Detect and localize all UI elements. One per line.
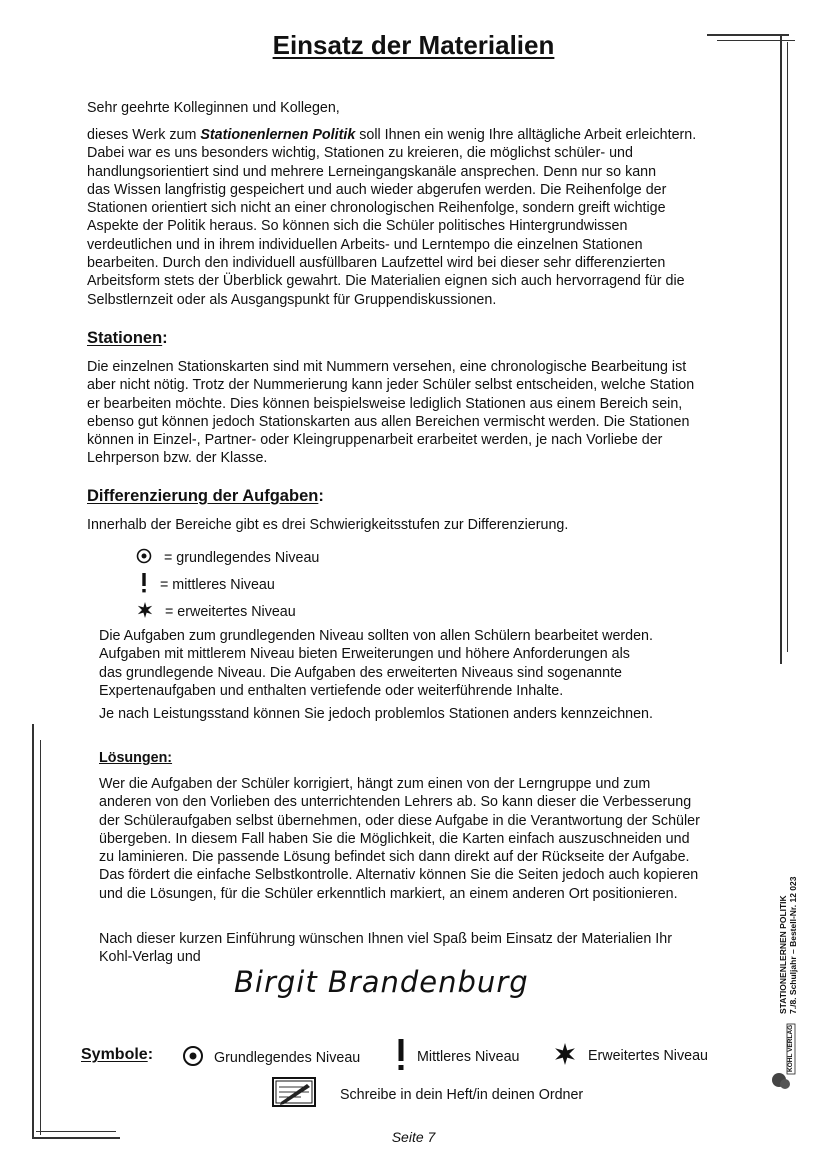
legend-extended (554, 1043, 708, 1069)
stationen-line: Lehrperson bzw. der Klasse. (87, 450, 268, 467)
frame-line (40, 740, 41, 1135)
intro-line: Aspekte der Politik heraus. So können sich die Schüler politisches Hintergrundwissen (87, 218, 628, 235)
frame-line (32, 724, 34, 1139)
exclamation-icon (395, 1038, 407, 1076)
differenzierung-paragraph (99, 627, 769, 700)
sidebar-info (778, 877, 798, 1015)
level-basic (136, 548, 319, 568)
frame-line (780, 34, 782, 664)
loesungen-line: der Schüleraufgaben selbst übernehmen, oder diese Aufgabe in die Verantwortung der Schüler (99, 812, 700, 829)
differenzierung-intro: Innerhalb der Bereiche gibt es drei Schwierigkeitsstufen zur Differenzierung. (87, 517, 569, 533)
signature: Birgit Brandenburg (234, 965, 529, 999)
notebook-icon (271, 1076, 317, 1113)
loesungen-heading-text: Lösungen: (99, 750, 173, 766)
stationen-paragraph (87, 358, 767, 468)
legend-basic (182, 1045, 360, 1071)
level-text: = mittleres Niveau (159, 576, 275, 593)
heading-colon: : (162, 329, 168, 347)
legend-text: Mittleres Niveau (416, 1048, 520, 1065)
work-title: Stationenlernen Politik (200, 127, 356, 143)
differenzierung-line: Expertenaufgaben und enthalten vertiefende oder weiterführende Inhalte. (99, 682, 564, 699)
stationen-heading (87, 329, 168, 348)
loesungen-heading (99, 749, 172, 767)
closing-line: Nach dieser kurzen Einführung wünschen Ihnen viel Spaß beim Einsatz der Materialien Ihr (99, 931, 672, 947)
intro-line-text: soll Ihnen ein wenig Ihre alltägliche Arbeit erleichtern. (355, 127, 697, 143)
sidebar-line: STATIONENLERNEN POLITIK (778, 895, 788, 1014)
exclamation-icon (140, 572, 148, 598)
loesungen-paragraph (99, 775, 769, 903)
sidebar-line: 7./8. Schuljahr – Bestell-Nr. 12 023 (788, 876, 798, 1014)
loesungen-line: und die Lösungen, für die Schüler erkenntlich markiert, an einem anderen Ort positionieren. (99, 885, 678, 902)
stationen-line: Die einzelnen Stationskarten sind mit Nummern versehen, eine chronologische Bearbeitung ist (87, 359, 687, 375)
intro-line: bearbeiten. Durch den individuell ausfüllbaren Laufzettel wird bei dieser sehr differenzierten (87, 255, 666, 272)
intro-line: handlungsorientiert sind und mehrere Lerneingangskanäle ansprechen. Denn nur so kann (87, 163, 657, 180)
loesungen-line: Wer die Aufgaben der Schüler korrigiert, hängt zum einen von der Lerngruppe und zum (99, 776, 651, 792)
frame-line (787, 42, 788, 652)
loesungen-line: Das fördert die einfache Selbstkontrolle. Alternativ können Sie die Seiten jedoch auch kopieren (99, 867, 699, 884)
publisher-logo (767, 1022, 797, 1094)
page-number: Seite 7 (391, 1129, 436, 1145)
intro-line (87, 126, 767, 144)
star-icon (137, 602, 153, 622)
heading-colon: : (147, 1046, 154, 1063)
loesungen-line: übergeben. In diesem Fall haben Sie die Möglichkeit, die Karten einfach auszuschneiden und (99, 830, 690, 847)
intro-line: das Wissen langfristig gespeichert und auch wieder abgerufen werden. Die Reihenfolge der (87, 181, 667, 198)
intro-line: Arbeitsform stets der Überblick gewahrt. Die Materialien eignen sich auch hervorragend für die (87, 273, 685, 290)
intro-pre: dieses Werk zum (87, 127, 201, 143)
differenzierung-heading-text: Differenzierung der Aufgaben (87, 487, 319, 505)
page-title: Einsatz der Materialien (272, 30, 555, 60)
stationen-line: ebenso gut können jedoch Stationskarten aus allen Bereichen vermischt werden. Die Stationen (87, 413, 690, 430)
stationen-heading-text: Stationen (87, 329, 163, 347)
differenzierung-line: Die Aufgaben zum grundlegenden Niveau sollten von allen Schülern bearbeitet werden. (99, 628, 653, 644)
level-text: = erweitertes Niveau (164, 603, 296, 620)
symbole-label-text: Symbole (81, 1046, 148, 1063)
star-icon (554, 1043, 576, 1069)
heading-colon: : (318, 487, 324, 505)
intro-line: Selbstlernzeit oder als Ausgangspunkt für Gruppendiskussionen. (87, 291, 497, 308)
intro-line: Stationen orientiert sich nicht an einer chronologischen Reihenfolge, sondern greift wichtige (87, 200, 666, 217)
intro-paragraph (87, 126, 767, 309)
legend-text: Erweitertes Niveau (587, 1047, 708, 1064)
legend-text: Grundlegendes Niveau (213, 1049, 361, 1066)
differenzierung-note: Je nach Leistungsstand können Sie jedoch problemlos Stationen anders kennzeichnen. (99, 706, 653, 722)
level-extended (137, 602, 296, 622)
loesungen-line: anderen von den Vorlieben des unterrichtenden Lehrers ab. So kann dieser die Verbesserung (99, 794, 692, 811)
stationen-line: können in Einzel-, Partner- oder Kleingruppenarbeit erarbeitet werden, je nach Vorliebe der (87, 432, 663, 449)
closing-line: Kohl-Verlag und (99, 949, 201, 966)
intro-line: verdeutlichen und in ihrem individuellen Arbeits- und Lerntempo die einzelnen Stationen (87, 236, 643, 253)
closing-paragraph (99, 930, 769, 967)
stationen-line: er bearbeiten möchte. Dies können beispielsweise lediglich Stationen aus einem Bereich sein, (87, 395, 683, 412)
salutation: Sehr geehrte Kolleginnen und Kollegen, (87, 100, 340, 116)
differenzierung-line: Aufgaben mit mittlerem Niveau bieten Erweiterungen und höhere Anforderungen als (99, 646, 630, 663)
legend-middle (395, 1038, 519, 1076)
loesungen-line: zu laminieren. Die passende Lösung befindet sich dann direkt auf der Rückseite der Aufgabe. (99, 849, 690, 866)
level-text: = grundlegendes Niveau (163, 549, 320, 566)
stationen-line: aber nicht nötig. Trotz der Nummerierung kann jeder Schüler selbst entscheiden, welche Station (87, 377, 695, 394)
notebook-text: Schreibe in dein Heft/in deinen Ordner (340, 1087, 584, 1103)
publisher-logo-text: KOHL VERLAG (787, 1024, 794, 1072)
circle-dot-icon (182, 1045, 204, 1071)
differenzierung-line: das grundlegende Niveau. Die Aufgaben des erweiterten Niveaus sind sogenannte (99, 664, 622, 681)
differenzierung-heading (87, 487, 324, 506)
symbole-label (81, 1046, 153, 1064)
circle-dot-icon (136, 548, 152, 568)
intro-line: Dabei war es uns besonders wichtig, Stationen zu kreieren, die möglichst schüler- und (87, 145, 633, 162)
level-middle (140, 572, 275, 598)
